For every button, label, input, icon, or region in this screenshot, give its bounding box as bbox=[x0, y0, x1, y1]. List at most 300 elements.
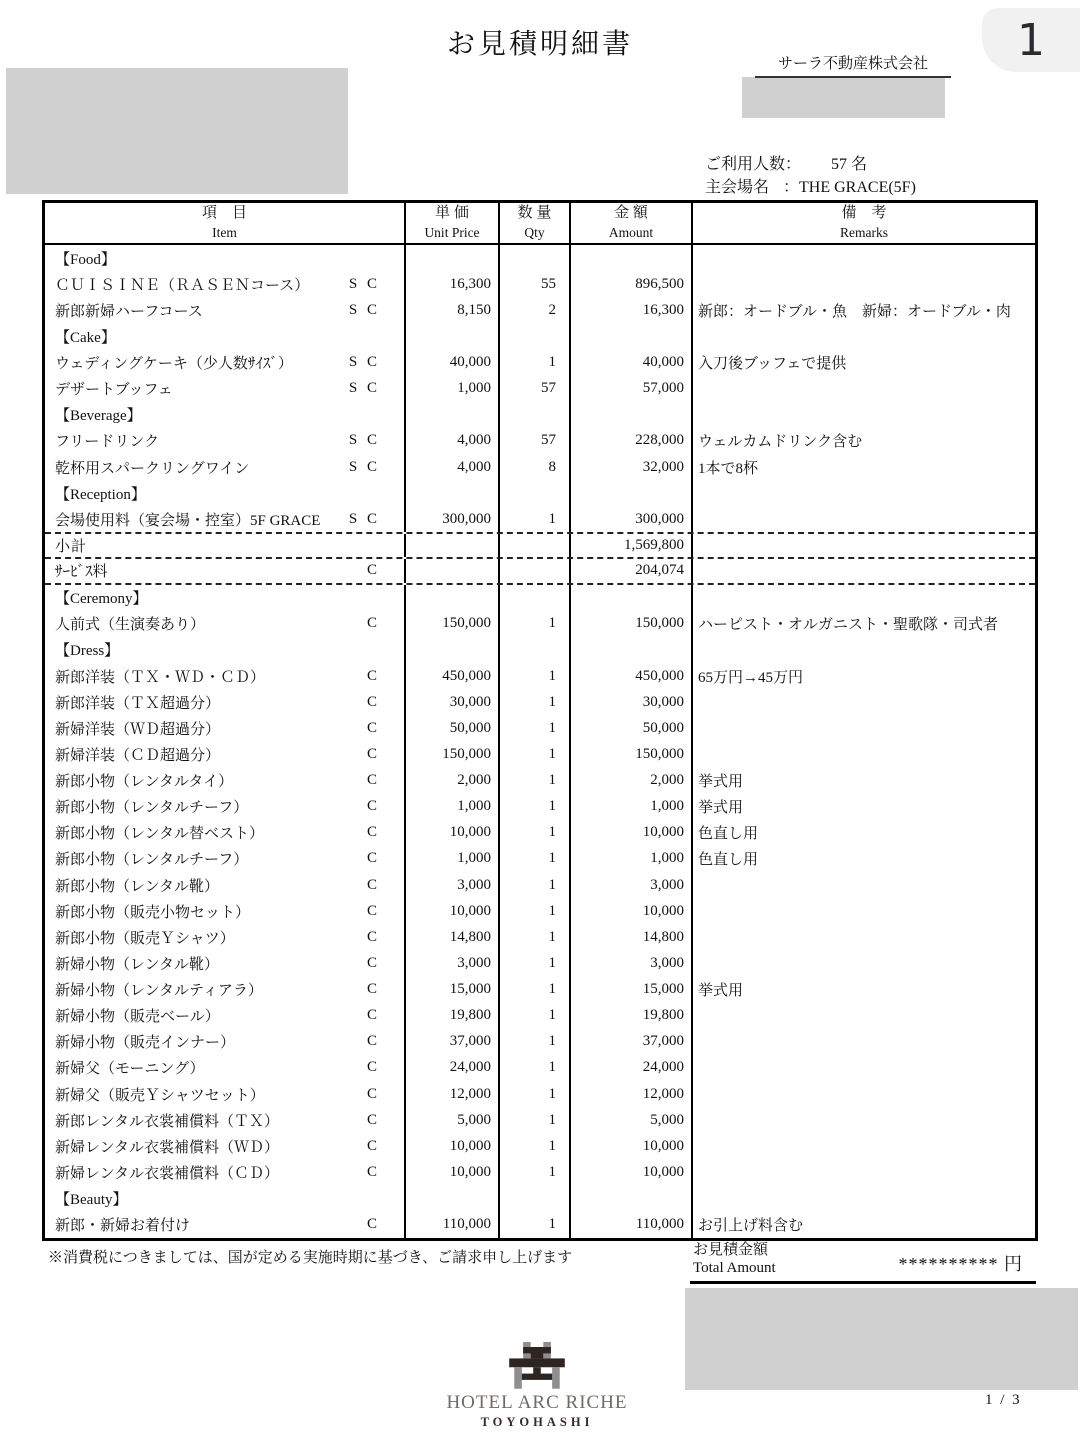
table-row bbox=[45, 532, 1035, 558]
amount-cell: 3,000 bbox=[571, 950, 693, 976]
unit-price-cell: 40,000 bbox=[406, 350, 500, 376]
hotel-logo bbox=[437, 1342, 637, 1430]
amount-cell: 1,000 bbox=[571, 846, 693, 872]
amount-cell: 3,000 bbox=[571, 872, 693, 898]
qty-cell: 1 bbox=[500, 1003, 571, 1029]
item-name: 新郎洋装（ＴＸ・ＷＤ・ＣＤ） bbox=[55, 669, 266, 686]
item-cell bbox=[45, 376, 406, 402]
unit-price-cell: 3,000 bbox=[406, 950, 500, 976]
table-row bbox=[45, 585, 1035, 611]
item-name: 新郎小物（レンタル替ベスト） bbox=[55, 826, 265, 843]
unit-price-cell: 10,000 bbox=[406, 820, 500, 846]
remarks-cell bbox=[693, 376, 1035, 402]
item-cell bbox=[45, 846, 406, 872]
item-name: 【Reception】 bbox=[55, 486, 146, 503]
table-row bbox=[45, 480, 1035, 506]
table-row bbox=[45, 297, 1035, 323]
table-row bbox=[45, 846, 1035, 872]
qty-cell: 1 bbox=[500, 1029, 571, 1055]
remarks-cell bbox=[693, 506, 1035, 532]
remarks-cell bbox=[693, 898, 1035, 924]
table-row bbox=[45, 689, 1035, 715]
item-name: 新婦レンタル衣裳補償料（ＷＤ） bbox=[55, 1139, 280, 1156]
item-name: フリードリンク bbox=[55, 434, 160, 451]
remarks-cell bbox=[693, 323, 1035, 349]
estimate-table bbox=[42, 200, 1038, 1241]
item-cell bbox=[45, 924, 406, 950]
table-row bbox=[45, 1107, 1035, 1133]
amount-cell: 2,000 bbox=[571, 768, 693, 794]
qty-cell: 1 bbox=[500, 977, 571, 1003]
remarks-cell bbox=[693, 1133, 1035, 1159]
remarks-cell bbox=[693, 1029, 1035, 1055]
amount-cell bbox=[571, 245, 693, 271]
venue-value: ：THE GRACE(5F) bbox=[783, 179, 916, 196]
table-row bbox=[45, 637, 1035, 663]
amount-cell: 10,000 bbox=[571, 1159, 693, 1185]
item-flag: S C bbox=[348, 380, 380, 397]
amount-cell: 10,000 bbox=[571, 898, 693, 924]
table-row bbox=[45, 820, 1035, 846]
qty-cell: 1 bbox=[500, 689, 571, 715]
item-name: 【Cake】 bbox=[55, 329, 116, 346]
qty-cell: 1 bbox=[500, 1055, 571, 1081]
remarks-cell: 挙式用 bbox=[698, 800, 744, 817]
remarks-cell bbox=[693, 559, 1035, 583]
amount-cell: 40,000 bbox=[571, 350, 693, 376]
redacted-region bbox=[742, 77, 945, 118]
hotel-city: TOYOHASHI bbox=[480, 1415, 594, 1429]
item-name: 新婦レンタル衣裳補償料（ＣＤ） bbox=[55, 1165, 280, 1182]
qty-cell: 57 bbox=[500, 428, 571, 454]
item-flag: C bbox=[366, 798, 380, 815]
unit-price-cell: 19,800 bbox=[406, 1003, 500, 1029]
item-name: 会場使用料（宴会場・控室）5F GRACE bbox=[55, 512, 321, 529]
unit-price-cell: 10,000 bbox=[406, 898, 500, 924]
unit-price-cell: 150,000 bbox=[406, 611, 500, 637]
amount-cell: 19,800 bbox=[571, 1003, 693, 1029]
table-row bbox=[45, 454, 1035, 480]
remarks-cell bbox=[693, 1107, 1035, 1133]
qty-cell: 1 bbox=[500, 663, 571, 689]
amount-cell: 5,000 bbox=[571, 1107, 693, 1133]
unit-price-cell: 2,000 bbox=[406, 768, 500, 794]
redacted-region bbox=[6, 68, 348, 194]
item-cell bbox=[45, 297, 406, 323]
table-row bbox=[45, 1003, 1035, 1029]
table-row bbox=[45, 1055, 1035, 1081]
amount-cell: 14,800 bbox=[571, 924, 693, 950]
remarks-cell bbox=[693, 271, 1035, 297]
table-header bbox=[45, 203, 1035, 245]
unit-price-cell: 3,000 bbox=[406, 872, 500, 898]
remarks-cell: 65万円→45万円 bbox=[698, 669, 804, 686]
redacted-region bbox=[685, 1288, 1078, 1390]
qty-cell bbox=[500, 637, 571, 663]
column-header-remarks: 備 考 Remarks bbox=[840, 205, 888, 240]
amount-cell bbox=[571, 402, 693, 428]
item-name: 【Beauty】 bbox=[55, 1192, 128, 1209]
remarks-cell bbox=[693, 1159, 1035, 1185]
unit-price-cell: 15,000 bbox=[406, 977, 500, 1003]
qty-cell: 1 bbox=[500, 1159, 571, 1185]
item-flag: S C bbox=[348, 354, 380, 371]
item-name: 新郎小物（レンタルチーフ） bbox=[55, 852, 249, 869]
unit-price-cell: 37,000 bbox=[406, 1029, 500, 1055]
unit-price-cell: 10,000 bbox=[406, 1159, 500, 1185]
item-cell bbox=[45, 872, 406, 898]
item-name: 新郎小物（販売小物セット） bbox=[55, 904, 251, 921]
item-name: 新婦小物（販売ベール） bbox=[55, 1009, 220, 1026]
remarks-cell bbox=[693, 950, 1035, 976]
item-flag: C bbox=[366, 902, 380, 919]
item-name: 新郎小物（販売Ｙシャツ） bbox=[55, 930, 235, 947]
item-name: ＣＵＩＳＩＮＥ（ＲＡＳＥＮコース） bbox=[55, 277, 310, 294]
amount-cell: 204,074 bbox=[571, 559, 693, 583]
table-row bbox=[45, 271, 1035, 297]
hotel-name: HOTEL ARC RICHE bbox=[446, 1392, 628, 1413]
item-cell bbox=[45, 559, 406, 583]
unit-price-cell: 16,300 bbox=[406, 271, 500, 297]
amount-cell: 150,000 bbox=[571, 611, 693, 637]
item-cell bbox=[45, 1003, 406, 1029]
table-row bbox=[45, 245, 1035, 271]
hotel-gate-icon bbox=[505, 1342, 569, 1390]
table-row bbox=[45, 715, 1035, 741]
column-header-item: 項 目 Item bbox=[45, 203, 406, 243]
item-flag: C bbox=[366, 876, 380, 893]
unit-price-cell: 14,800 bbox=[406, 924, 500, 950]
qty-cell: 57 bbox=[500, 376, 571, 402]
qty-cell: 1 bbox=[500, 846, 571, 872]
item-flag: C bbox=[366, 1137, 380, 1154]
unit-price-cell: 50,000 bbox=[406, 715, 500, 741]
qty-cell: 1 bbox=[500, 611, 571, 637]
item-name: 【Food】 bbox=[55, 251, 116, 268]
guest-count-value: 57 名 bbox=[831, 156, 868, 173]
unit-price-cell bbox=[406, 534, 500, 556]
qty-cell bbox=[500, 1186, 571, 1212]
qty-cell: 1 bbox=[500, 898, 571, 924]
item-cell bbox=[45, 534, 406, 556]
tax-note: ※消費税につきましては、国が定める実施時期に基づき、ご請求申し上げます bbox=[48, 1250, 573, 1266]
issuer-company-name: サーラ不動産株式会社 bbox=[755, 52, 951, 78]
venue-label: 主会場名 bbox=[705, 179, 770, 196]
item-cell bbox=[45, 898, 406, 924]
item-cell bbox=[45, 245, 406, 271]
table-row bbox=[45, 428, 1035, 454]
table-row bbox=[45, 977, 1035, 1003]
remarks-cell bbox=[693, 585, 1035, 611]
amount-cell bbox=[571, 1186, 693, 1212]
unit-price-cell: 4,000 bbox=[406, 454, 500, 480]
qty-cell: 8 bbox=[500, 454, 571, 480]
unit-price-cell: 300,000 bbox=[406, 506, 500, 532]
amount-cell: 1,000 bbox=[571, 794, 693, 820]
item-cell bbox=[45, 1107, 406, 1133]
item-cell bbox=[45, 350, 406, 376]
item-flag: C bbox=[366, 850, 380, 867]
unit-price-cell: 24,000 bbox=[406, 1055, 500, 1081]
item-flag: C bbox=[366, 928, 380, 945]
qty-cell: 1 bbox=[500, 794, 571, 820]
item-cell bbox=[45, 480, 406, 506]
item-cell bbox=[45, 689, 406, 715]
column-header-qty: 数 量 Qty bbox=[500, 203, 571, 243]
total-amount-value: ********** 円 bbox=[898, 1254, 1023, 1274]
qty-cell: 1 bbox=[500, 924, 571, 950]
item-name: ｻｰﾋﾞｽ料 bbox=[55, 564, 108, 581]
item-name: 新婦父（モーニング） bbox=[55, 1061, 205, 1078]
remarks-cell bbox=[693, 1081, 1035, 1107]
item-flag: C bbox=[366, 1216, 380, 1233]
item-cell bbox=[45, 950, 406, 976]
amount-cell bbox=[571, 480, 693, 506]
item-flag: S C bbox=[348, 458, 380, 475]
table-row bbox=[45, 898, 1035, 924]
unit-price-cell bbox=[406, 245, 500, 271]
table-row bbox=[45, 323, 1035, 349]
column-header-unit-price: 単 価 Unit Price bbox=[406, 203, 500, 243]
unit-price-cell: 5,000 bbox=[406, 1107, 500, 1133]
remarks-cell bbox=[693, 480, 1035, 506]
item-cell bbox=[45, 454, 406, 480]
item-cell bbox=[45, 1186, 406, 1212]
page-indicator: 1 / 3 bbox=[985, 1392, 1022, 1408]
remarks-cell bbox=[693, 741, 1035, 767]
remarks-cell: ハーピスト・オルガニスト・聖歌隊・司式者 bbox=[698, 617, 999, 634]
item-name: ウェディングケーキ（少人数ｻｲｽﾞ） bbox=[55, 356, 293, 373]
remarks-cell: 挙式用 bbox=[698, 983, 744, 1000]
item-flag: C bbox=[366, 562, 380, 579]
amount-cell: 896,500 bbox=[571, 271, 693, 297]
item-flag: C bbox=[366, 667, 380, 684]
qty-cell: 1 bbox=[500, 950, 571, 976]
item-flag: C bbox=[366, 1163, 380, 1180]
amount-cell: 228,000 bbox=[571, 428, 693, 454]
unit-price-cell: 8,150 bbox=[406, 297, 500, 323]
item-cell bbox=[45, 585, 406, 611]
table-row bbox=[45, 741, 1035, 767]
qty-cell bbox=[500, 534, 571, 556]
remarks-cell: 新郎：オードブル・魚 新婦：オードブル・肉 bbox=[698, 303, 1011, 320]
table-row bbox=[45, 768, 1035, 794]
unit-price-cell: 30,000 bbox=[406, 689, 500, 715]
unit-price-cell bbox=[406, 559, 500, 583]
table-row bbox=[45, 1159, 1035, 1185]
amount-cell: 10,000 bbox=[571, 1133, 693, 1159]
unit-price-cell: 1,000 bbox=[406, 846, 500, 872]
qty-cell: 1 bbox=[500, 715, 571, 741]
table-row bbox=[45, 794, 1035, 820]
unit-price-cell bbox=[406, 637, 500, 663]
item-cell bbox=[45, 977, 406, 1003]
remarks-cell bbox=[693, 924, 1035, 950]
table-row bbox=[45, 872, 1035, 898]
table-row bbox=[45, 559, 1035, 585]
table-row bbox=[45, 1081, 1035, 1107]
item-flag: C bbox=[366, 1085, 380, 1102]
unit-price-cell: 10,000 bbox=[406, 1133, 500, 1159]
remarks-cell bbox=[693, 689, 1035, 715]
qty-cell: 2 bbox=[500, 297, 571, 323]
item-name: 【Dress】 bbox=[55, 643, 120, 660]
item-name: 【Beverage】 bbox=[55, 408, 142, 425]
qty-cell: 1 bbox=[500, 1133, 571, 1159]
item-flag: C bbox=[366, 1111, 380, 1128]
remarks-cell bbox=[693, 245, 1035, 271]
remarks-cell bbox=[693, 1055, 1035, 1081]
amount-cell: 1,569,800 bbox=[571, 534, 693, 556]
item-flag: C bbox=[366, 981, 380, 998]
item-cell bbox=[45, 1081, 406, 1107]
qty-cell bbox=[500, 323, 571, 349]
amount-cell: 12,000 bbox=[571, 1081, 693, 1107]
item-cell bbox=[45, 794, 406, 820]
table-row bbox=[45, 663, 1035, 689]
item-flag: C bbox=[366, 693, 380, 710]
table-row bbox=[45, 1133, 1035, 1159]
unit-price-cell bbox=[406, 402, 500, 428]
item-name: 小計 bbox=[55, 538, 88, 555]
item-name: 新婦洋装（ＣＤ超過分） bbox=[55, 747, 221, 764]
guest-count-line bbox=[705, 151, 867, 174]
table-row bbox=[45, 611, 1035, 637]
remarks-cell bbox=[693, 637, 1035, 663]
table-row bbox=[45, 506, 1035, 532]
unit-price-cell: 12,000 bbox=[406, 1081, 500, 1107]
remarks-cell bbox=[693, 534, 1035, 556]
unit-price-cell: 150,000 bbox=[406, 741, 500, 767]
table-row bbox=[45, 1029, 1035, 1055]
item-name: 【Ceremony】 bbox=[55, 591, 148, 608]
item-cell bbox=[45, 1133, 406, 1159]
item-cell bbox=[45, 715, 406, 741]
amount-cell: 150,000 bbox=[571, 741, 693, 767]
remarks-cell: 挙式用 bbox=[698, 774, 744, 791]
item-cell bbox=[45, 1159, 406, 1185]
item-cell bbox=[45, 820, 406, 846]
item-flag: C bbox=[366, 1007, 380, 1024]
qty-cell bbox=[500, 245, 571, 271]
unit-price-cell bbox=[406, 323, 500, 349]
qty-cell: 1 bbox=[500, 872, 571, 898]
table-row bbox=[45, 402, 1035, 428]
remarks-cell: 入刀後ブッフェで提供 bbox=[698, 356, 847, 373]
amount-cell: 15,000 bbox=[571, 977, 693, 1003]
item-name: デザートブッフェ bbox=[55, 382, 173, 399]
remarks-cell bbox=[693, 402, 1035, 428]
item-cell bbox=[45, 402, 406, 428]
table-body bbox=[45, 245, 1035, 1238]
table-row bbox=[45, 350, 1035, 376]
amount-cell: 37,000 bbox=[571, 1029, 693, 1055]
page-title: お見積明細書 bbox=[446, 29, 633, 60]
unit-price-cell: 1,000 bbox=[406, 376, 500, 402]
table-row bbox=[45, 376, 1035, 402]
item-name: 新郎・新婦お着付け bbox=[55, 1218, 191, 1235]
remarks-cell: 1本で8杯 bbox=[698, 460, 759, 477]
amount-cell bbox=[571, 585, 693, 611]
item-cell bbox=[45, 637, 406, 663]
qty-cell bbox=[500, 480, 571, 506]
item-flag: C bbox=[366, 824, 380, 841]
item-name: 新郎小物（レンタルチーフ） bbox=[55, 800, 249, 817]
total-amount-underline bbox=[690, 1281, 1036, 1284]
qty-cell: 1 bbox=[500, 1081, 571, 1107]
remarks-cell: 色直し用 bbox=[698, 826, 759, 843]
item-name: 新郎小物（レンタル靴） bbox=[55, 878, 220, 895]
qty-cell bbox=[500, 585, 571, 611]
item-cell bbox=[45, 506, 406, 532]
qty-cell: 1 bbox=[500, 350, 571, 376]
item-name: 新郎洋装（ＴＸ超過分） bbox=[55, 695, 221, 712]
unit-price-cell bbox=[406, 1186, 500, 1212]
item-cell bbox=[45, 1029, 406, 1055]
item-name: 新婦小物（レンタルティアラ） bbox=[55, 983, 263, 1000]
item-flag: C bbox=[366, 719, 380, 736]
item-name: 新郎小物（レンタルタイ） bbox=[55, 774, 234, 791]
unit-price-cell bbox=[406, 585, 500, 611]
table-row bbox=[45, 950, 1035, 976]
item-cell bbox=[45, 1055, 406, 1081]
qty-cell: 1 bbox=[500, 768, 571, 794]
item-flag: C bbox=[366, 1033, 380, 1050]
total-amount-label-en: Total Amount bbox=[693, 1260, 776, 1276]
qty-cell bbox=[500, 559, 571, 583]
amount-cell: 16,300 bbox=[571, 297, 693, 323]
item-cell bbox=[45, 428, 406, 454]
item-flag: C bbox=[366, 772, 380, 789]
item-flag: C bbox=[366, 615, 380, 632]
unit-price-cell bbox=[406, 480, 500, 506]
amount-cell: 32,000 bbox=[571, 454, 693, 480]
amount-cell: 450,000 bbox=[571, 663, 693, 689]
item-name: 人前式（生演奏あり） bbox=[55, 617, 206, 634]
amount-cell: 30,000 bbox=[571, 689, 693, 715]
amount-cell bbox=[571, 323, 693, 349]
remarks-cell: ウェルカムドリンク含む bbox=[698, 434, 863, 451]
item-name: 新郎レンタル衣裳補償料（ＴＸ） bbox=[55, 1113, 280, 1130]
item-cell bbox=[45, 323, 406, 349]
item-cell bbox=[45, 271, 406, 297]
page-number: 1 bbox=[1017, 14, 1045, 66]
item-flag: C bbox=[366, 1059, 380, 1076]
remarks-cell: 色直し用 bbox=[698, 852, 759, 869]
item-name: 新婦父（販売Ｙシャツセット） bbox=[55, 1087, 265, 1104]
item-flag: S C bbox=[348, 432, 380, 449]
item-name: 新婦小物（レンタル靴） bbox=[55, 956, 220, 973]
item-name: 新婦小物（販売インナー） bbox=[55, 1035, 236, 1052]
item-name: 新婦洋装（ＷＤ超過分） bbox=[55, 721, 221, 738]
remarks-cell bbox=[693, 1186, 1035, 1212]
qty-cell: 1 bbox=[500, 1212, 571, 1238]
amount-cell: 110,000 bbox=[571, 1212, 693, 1238]
qty-cell: 1 bbox=[500, 506, 571, 532]
qty-cell: 1 bbox=[500, 820, 571, 846]
item-flag: S C bbox=[348, 275, 380, 292]
total-amount-label-jp: お見積金額 bbox=[693, 1242, 769, 1258]
table-row bbox=[45, 1212, 1035, 1238]
item-flag: C bbox=[366, 745, 380, 762]
item-cell bbox=[45, 741, 406, 767]
remarks-cell bbox=[693, 715, 1035, 741]
remarks-cell bbox=[693, 872, 1035, 898]
amount-cell: 10,000 bbox=[571, 820, 693, 846]
qty-cell: 1 bbox=[500, 1107, 571, 1133]
remarks-cell: お引上げ料含む bbox=[698, 1218, 804, 1235]
amount-cell bbox=[571, 637, 693, 663]
